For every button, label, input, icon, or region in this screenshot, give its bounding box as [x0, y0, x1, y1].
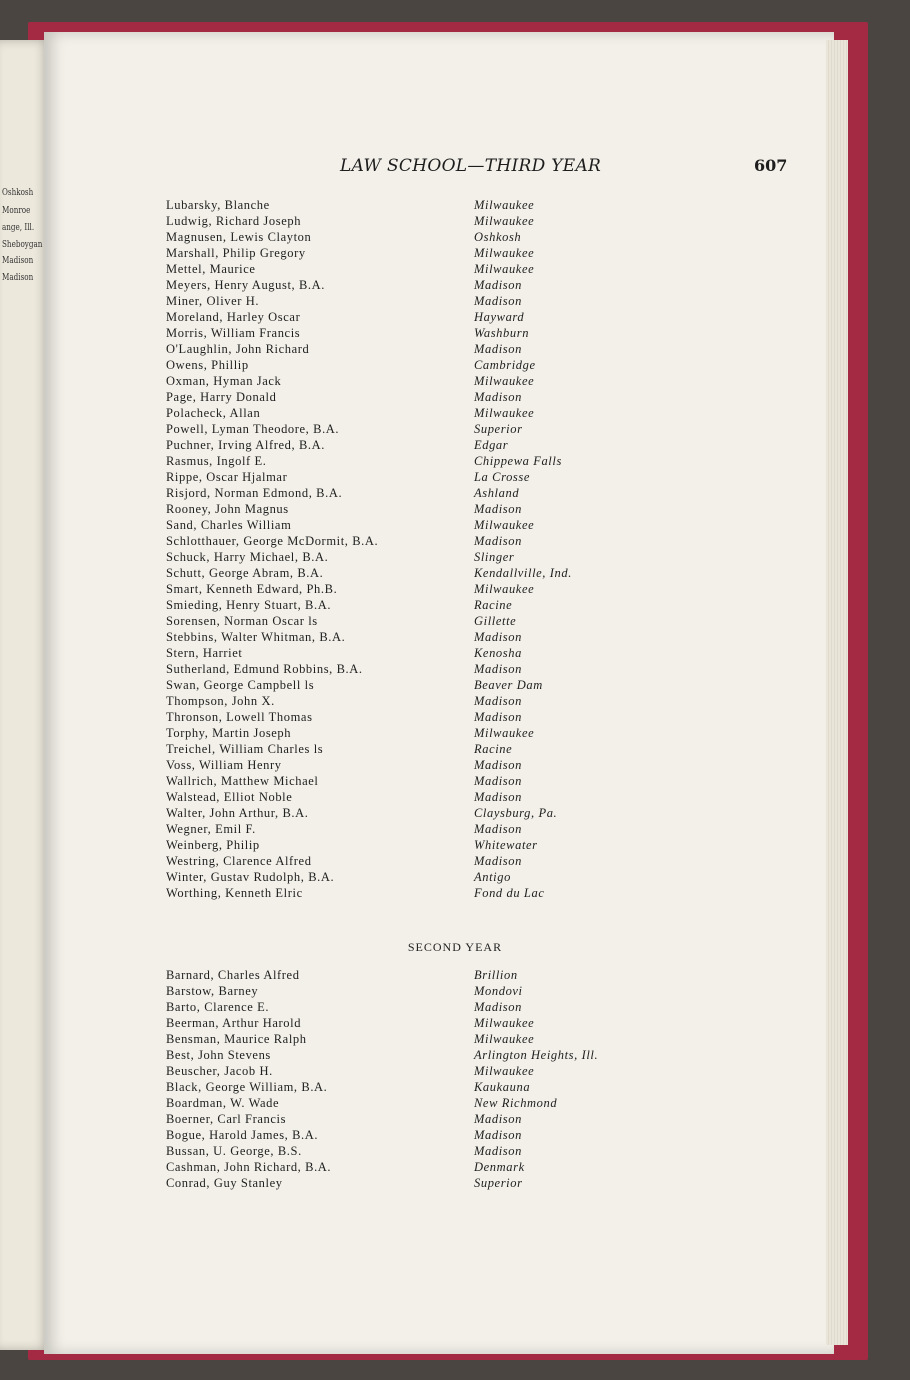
student-hometown: New Richmond — [474, 1096, 558, 1110]
list-item — [166, 422, 766, 438]
student-hometown: La Crosse — [474, 470, 530, 484]
student-name: Page, Harry Donald — [166, 390, 277, 404]
list-item — [166, 742, 766, 758]
student-hometown: Cambridge — [474, 358, 536, 372]
student-name: Thronson, Lowell Thomas — [166, 710, 313, 724]
student-name: Moreland, Harley Oscar — [166, 310, 301, 324]
student-hometown: Madison — [474, 342, 522, 356]
list-item — [166, 326, 766, 342]
list-item — [166, 454, 766, 470]
list-item — [166, 550, 766, 566]
list-item — [166, 870, 766, 886]
student-hometown: Madison — [474, 1112, 522, 1126]
student-name: Best, John Stevens — [166, 1048, 271, 1062]
left-page-fragment: Madison — [2, 256, 34, 266]
student-name: Westring, Clarence Alfred — [166, 854, 312, 868]
list-item — [166, 1128, 766, 1144]
student-name: Oxman, Hyman Jack — [166, 374, 282, 388]
student-name: Owens, Phillip — [166, 358, 249, 372]
student-hometown: Hayward — [474, 310, 525, 324]
list-item — [166, 758, 766, 774]
left-page-fragment: Madison — [2, 273, 34, 283]
student-name: Schlotthauer, George McDormit, B.A. — [166, 534, 379, 548]
student-name: Boerner, Carl Francis — [166, 1112, 287, 1126]
student-name: Barnard, Charles Alfred — [166, 968, 300, 982]
student-hometown: Slinger — [474, 550, 515, 564]
student-hometown: Milwaukee — [474, 262, 535, 276]
list-item — [166, 294, 766, 310]
student-hometown: Madison — [474, 694, 522, 708]
student-name: Torphy, Martin Joseph — [166, 726, 292, 740]
student-name: Marshall, Philip Gregory — [166, 246, 306, 260]
list-item — [166, 1000, 766, 1016]
student-hometown: Madison — [474, 1144, 522, 1158]
student-name: Thompson, John X. — [166, 694, 275, 708]
list-item — [166, 230, 766, 246]
student-name: O'Laughlin, John Richard — [166, 342, 310, 356]
student-name: Swan, George Campbell ls — [166, 678, 315, 692]
student-hometown: Arlington Heights, Ill. — [474, 1048, 599, 1062]
student-name: Lubarsky, Blanche — [166, 198, 270, 212]
student-name: Meyers, Henry August, B.A. — [166, 278, 325, 292]
student-hometown: Milwaukee — [474, 374, 535, 388]
student-name: Morris, William Francis — [166, 326, 301, 340]
student-name: Smieding, Henry Stuart, B.A. — [166, 598, 332, 612]
list-item — [166, 486, 766, 502]
student-name: Treichel, William Charles ls — [166, 742, 324, 756]
student-name: Polacheck, Allan — [166, 406, 261, 420]
list-item — [166, 246, 766, 262]
section-heading-second-year — [0, 940, 910, 955]
student-hometown: Beaver Dam — [474, 678, 543, 692]
list-item — [166, 806, 766, 822]
list-item — [166, 854, 766, 870]
student-hometown: Milwaukee — [474, 198, 535, 212]
student-hometown: Fond du Lac — [474, 886, 545, 900]
student-name: Conrad, Guy Stanley — [166, 1176, 283, 1190]
list-item — [166, 534, 766, 550]
student-hometown: Madison — [474, 822, 522, 836]
list-item — [166, 262, 766, 278]
student-hometown: Ashland — [474, 486, 520, 500]
list-item — [166, 278, 766, 294]
left-page-fragment: Sheboygan — [2, 240, 43, 250]
list-item — [166, 1096, 766, 1112]
list-item — [166, 984, 766, 1000]
left-page-fragment: Monroe — [2, 206, 31, 216]
student-hometown: Madison — [474, 710, 522, 724]
student-hometown: Madison — [474, 630, 522, 644]
student-name: Ludwig, Richard Joseph — [166, 214, 302, 228]
list-item — [166, 1080, 766, 1096]
list-item — [166, 406, 766, 422]
student-hometown: Superior — [474, 422, 523, 436]
section-heading-label: SECOND YEAR — [407, 940, 503, 954]
student-name: Cashman, John Richard, B.A. — [166, 1160, 332, 1174]
page-title: LAW SCHOOL—THIRD YEAR — [340, 156, 602, 176]
list-item — [166, 518, 766, 534]
second-year-list — [166, 968, 766, 1192]
student-name: Risjord, Norman Edmond, B.A. — [166, 486, 343, 500]
student-hometown: Edgar — [474, 438, 509, 452]
student-hometown: Racine — [474, 598, 513, 612]
student-name: Bussan, U. George, B.S. — [166, 1144, 302, 1158]
student-hometown: Superior — [474, 1176, 523, 1190]
student-hometown: Oshkosh — [474, 230, 522, 244]
student-hometown: Madison — [474, 662, 522, 676]
list-item — [166, 1064, 766, 1080]
student-hometown: Madison — [474, 774, 522, 788]
student-hometown: Madison — [474, 1000, 522, 1014]
student-hometown: Denmark — [474, 1160, 525, 1174]
student-hometown: Gillette — [474, 614, 517, 628]
student-name: Bogue, Harold James, B.A. — [166, 1128, 319, 1142]
list-item — [166, 710, 766, 726]
student-hometown: Milwaukee — [474, 518, 535, 532]
list-item — [166, 582, 766, 598]
student-name: Rippe, Oscar Hjalmar — [166, 470, 288, 484]
student-name: Beerman, Arthur Harold — [166, 1016, 302, 1030]
student-hometown: Chippewa Falls — [474, 454, 562, 468]
student-hometown: Madison — [474, 790, 522, 804]
student-hometown: Madison — [474, 390, 522, 404]
student-name: Schutt, George Abram, B.A. — [166, 566, 324, 580]
list-item — [166, 358, 766, 374]
student-hometown: Milwaukee — [474, 246, 535, 260]
left-page-fragment: Oshkosh — [2, 188, 34, 198]
list-item — [166, 1144, 766, 1160]
student-name: Powell, Lyman Theodore, B.A. — [166, 422, 340, 436]
left-page-fragment: ange, Ill. — [2, 223, 35, 233]
student-name: Boardman, W. Wade — [166, 1096, 280, 1110]
student-hometown: Madison — [474, 1128, 522, 1142]
list-item — [166, 374, 766, 390]
list-item — [166, 438, 766, 454]
list-item — [166, 694, 766, 710]
list-item — [166, 1032, 766, 1048]
list-item — [166, 502, 766, 518]
student-name: Walstead, Elliot Noble — [166, 790, 293, 804]
student-hometown: Madison — [474, 758, 522, 772]
student-hometown: Washburn — [474, 326, 530, 340]
student-name: Rooney, John Magnus — [166, 502, 289, 516]
student-name: Miner, Oliver H. — [166, 294, 260, 308]
list-item — [166, 790, 766, 806]
left-page-edge — [0, 40, 50, 1350]
student-name: Worthing, Kenneth Elric — [166, 886, 303, 900]
student-hometown: Whitewater — [474, 838, 538, 852]
student-name: Stern, Harriet — [166, 646, 243, 660]
list-item — [166, 822, 766, 838]
list-item — [166, 1112, 766, 1128]
page-edges — [826, 40, 848, 1345]
student-name: Sutherland, Edmund Robbins, B.A. — [166, 662, 363, 676]
list-item — [166, 1160, 766, 1176]
list-item — [166, 390, 766, 406]
student-name: Winter, Gustav Rudolph, B.A. — [166, 870, 335, 884]
student-name: Wegner, Emil F. — [166, 822, 256, 836]
student-name: Beuscher, Jacob H. — [166, 1064, 273, 1078]
list-item — [166, 662, 766, 678]
list-item — [166, 214, 766, 230]
list-item — [166, 968, 766, 984]
student-name: Barstow, Barney — [166, 984, 259, 998]
student-name: Schuck, Harry Michael, B.A. — [166, 550, 329, 564]
list-item — [166, 678, 766, 694]
list-item — [166, 614, 766, 630]
student-name: Bensman, Maurice Ralph — [166, 1032, 307, 1046]
running-header — [0, 156, 910, 180]
student-hometown: Milwaukee — [474, 1016, 535, 1030]
student-hometown: Racine — [474, 742, 513, 756]
student-name: Mettel, Maurice — [166, 262, 256, 276]
student-hometown: Madison — [474, 534, 522, 548]
student-hometown: Milwaukee — [474, 1032, 535, 1046]
student-name: Black, George William, B.A. — [166, 1080, 328, 1094]
list-item — [166, 726, 766, 742]
student-hometown: Brillion — [474, 968, 518, 982]
student-name: Walter, John Arthur, B.A. — [166, 806, 309, 820]
student-name: Sorensen, Norman Oscar ls — [166, 614, 318, 628]
student-name: Puchner, Irving Alfred, B.A. — [166, 438, 325, 452]
list-item — [166, 1176, 766, 1192]
list-item — [166, 342, 766, 358]
student-hometown: Madison — [474, 502, 522, 516]
student-hometown: Kaukauna — [474, 1080, 531, 1094]
student-hometown: Madison — [474, 294, 522, 308]
list-item — [166, 470, 766, 486]
student-name: Weinberg, Philip — [166, 838, 260, 852]
list-item — [166, 886, 766, 902]
list-item — [166, 566, 766, 582]
page-number: 607 — [754, 156, 788, 175]
student-name: Barto, Clarence E. — [166, 1000, 270, 1014]
student-hometown: Kenosha — [474, 646, 522, 660]
list-item — [166, 630, 766, 646]
list-item — [166, 646, 766, 662]
student-name: Magnusen, Lewis Clayton — [166, 230, 312, 244]
student-hometown: Milwaukee — [474, 406, 535, 420]
student-hometown: Kendallville, Ind. — [474, 566, 572, 580]
student-hometown: Mondovi — [474, 984, 523, 998]
third-year-list — [166, 198, 766, 902]
student-name: Smart, Kenneth Edward, Ph.B. — [166, 582, 338, 596]
list-item — [166, 774, 766, 790]
list-item — [166, 838, 766, 854]
student-hometown: Milwaukee — [474, 214, 535, 228]
student-hometown: Madison — [474, 278, 522, 292]
student-name: Sand, Charles William — [166, 518, 292, 532]
student-name: Rasmus, Ingolf E. — [166, 454, 267, 468]
student-name: Stebbins, Walter Whitman, B.A. — [166, 630, 346, 644]
student-hometown: Milwaukee — [474, 582, 535, 596]
student-hometown: Claysburg, Pa. — [474, 806, 558, 820]
list-item — [166, 1048, 766, 1064]
student-name: Wallrich, Matthew Michael — [166, 774, 319, 788]
list-item — [166, 198, 766, 214]
list-item — [166, 1016, 766, 1032]
student-hometown: Milwaukee — [474, 726, 535, 740]
student-hometown: Milwaukee — [474, 1064, 535, 1078]
list-item — [166, 310, 766, 326]
student-hometown: Antigo — [474, 870, 511, 884]
student-hometown: Madison — [474, 854, 522, 868]
list-item — [166, 598, 766, 614]
student-name: Voss, William Henry — [166, 758, 282, 772]
